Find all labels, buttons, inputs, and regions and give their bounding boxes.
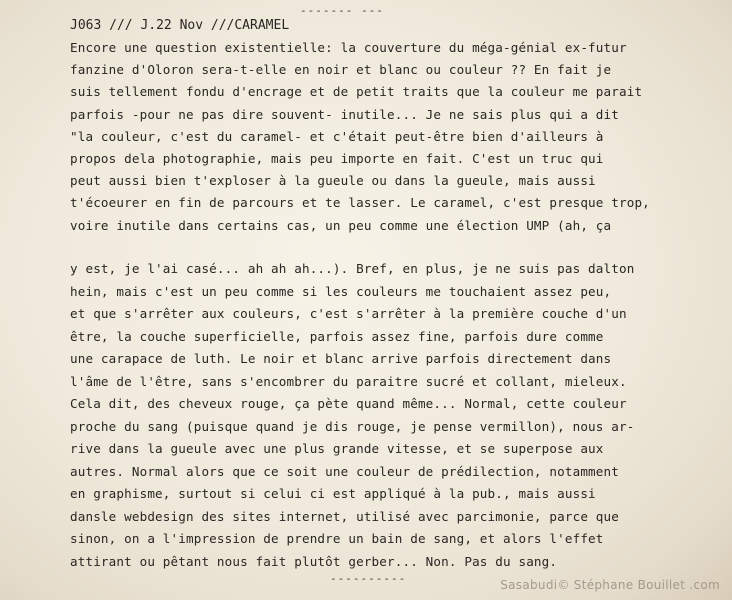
text-line: l'âme de l'être, sans s'encombrer du paraitre sucré et collant, mieleux. — [70, 373, 627, 389]
paragraph-2 — [70, 258, 710, 573]
text-line: Encore une question existentielle: la couverture du méga-génial ex-futur — [70, 40, 627, 55]
text-line: et que s'arrêter aux couleurs, c'est s'arrêter à la première couche d'un — [70, 306, 627, 321]
text-line: être, la couche superficielle, parfois assez fine, parfois dure comme — [70, 328, 604, 344]
text-line: en graphisme, surtout si celui ci est appliqué à la pub., mais aussi — [70, 486, 596, 501]
text-line: sinon, on a l'impression de prendre un bain de sang, et alors l'effet — [70, 531, 604, 546]
text-line: t'écoeurer en fin de parcours et te lasser. Le caramel, c'est presque trop, — [70, 195, 650, 211]
text-line: autres. Normal alors que ce soit une couleur de prédilection, notamment — [70, 463, 619, 479]
text-line: Cela dit, des cheveux rouge, ça pète quand même... Normal, cette couleur — [70, 396, 627, 411]
paragraph-1 — [70, 37, 710, 237]
text-line: y est, je l'ai casé... ah ah ah...). Bref, en plus, je ne suis pas dalton — [70, 261, 635, 276]
text-line: voire inutile dans certains cas, un peu comme une élection UMP (ah, ça — [70, 217, 612, 233]
text-line: "la couleur, c'est du caramel- et c'était peut-être bien d'ailleurs à — [70, 128, 604, 144]
text-line: suis tellement fondu d'encrage et de petit traits que la couleur me parait — [70, 84, 643, 100]
entry-header: J063 /// J.22 Nov ///CARAMEL — [70, 18, 290, 33]
text-line: peut aussi bien t'exploser à la gueule ou dans la gueule, mais aussi — [70, 173, 596, 189]
copyright-watermark: Sasabudi© Stéphane Bouillet .com — [500, 578, 720, 592]
bottom-dash-rule: ---------- — [330, 572, 407, 585]
text-line: parfois -pour ne pas dire souvent- inutile... Je ne sais plus qui a dit — [70, 106, 619, 122]
text-line: hein, mais c'est un peu comme si les couleurs me touchaient assez peu, — [70, 283, 612, 299]
text-line: rive dans la gueule avec une plus grande vitesse, et se superpose aux — [70, 441, 604, 456]
top-dash-rule: ------- --- — [300, 4, 384, 17]
text-line: fanzine d'Oloron sera-t-elle en noir et blanc ou couleur ?? En fait je — [70, 62, 612, 78]
text-line: dansle webdesign des sites internet, utilisé avec parcimonie, parce que — [70, 508, 619, 524]
text-line: attirant ou pêtant nous fait plutôt gerber... Non. Pas du sang. — [70, 553, 558, 569]
text-line: proche du sang (puisque quand je dis rouge, je pense vermillon), nous ar- — [70, 418, 635, 434]
text-line: une carapace de luth. Le noir et blanc arrive parfois directement dans — [70, 351, 612, 366]
text-line: propos dela photographie, mais peu importe en fait. C'est un truc qui — [70, 151, 604, 167]
